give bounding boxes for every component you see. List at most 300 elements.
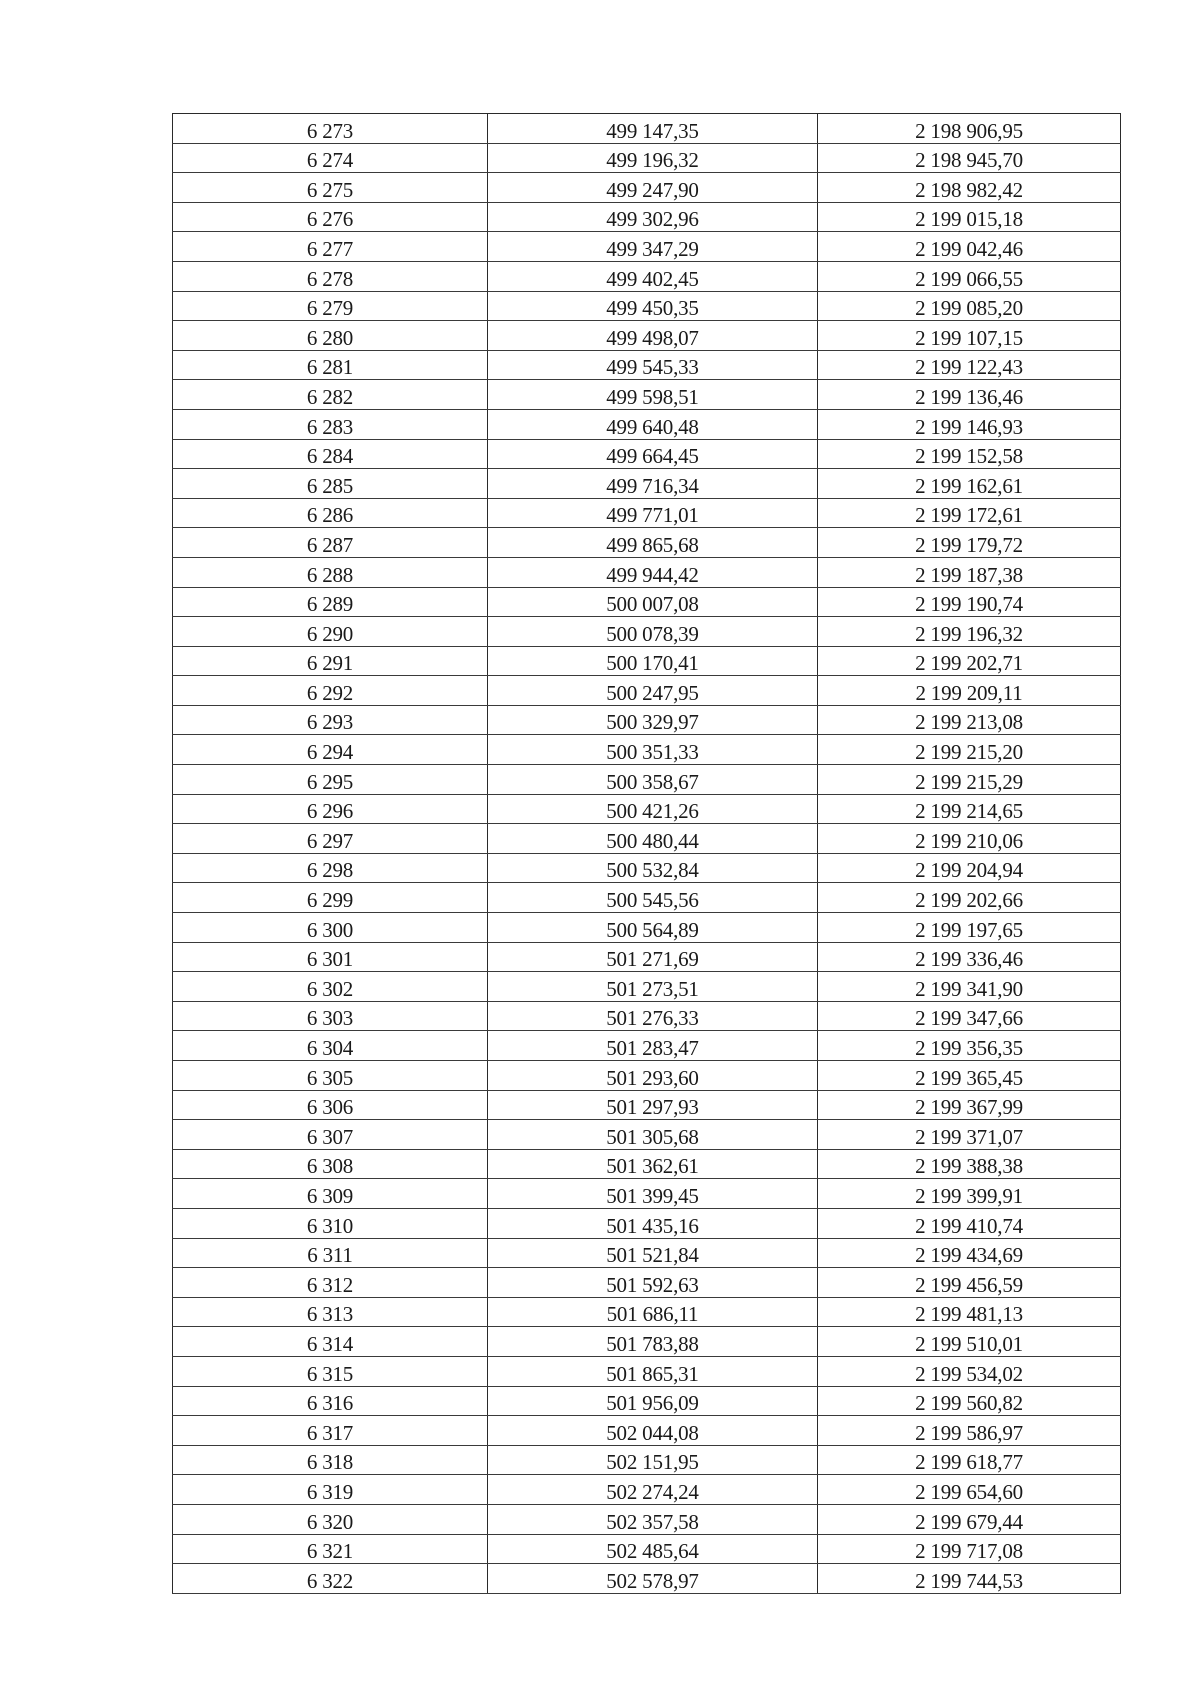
- point-number-cell: [173, 498, 488, 528]
- x-coordinate-cell: [488, 587, 818, 617]
- cell-text: 501 783,88: [606, 1331, 699, 1356]
- cell-text: 6 317: [306, 1420, 354, 1445]
- cell-text: 501 956,09: [606, 1391, 699, 1416]
- point-number-cell: [173, 1238, 488, 1268]
- y-coordinate-cell: [818, 1061, 1121, 1091]
- coordinates-table: [172, 113, 1121, 1594]
- cell-text: 2 199 190,74: [915, 592, 1023, 617]
- cell-text: 500 358,67: [606, 769, 699, 794]
- cell-text: 500 170,41: [606, 651, 699, 676]
- cell-text: 6 305: [306, 1065, 354, 1090]
- table-row: [173, 202, 1121, 232]
- cell-text: 2 199 209,11: [915, 680, 1023, 705]
- cell-text: 6 298: [306, 858, 354, 883]
- x-coordinate-cell: [488, 1416, 818, 1446]
- point-number-cell: [173, 1297, 488, 1327]
- y-coordinate-cell: [818, 380, 1121, 410]
- x-coordinate-cell: [488, 232, 818, 262]
- cell-text: 500 078,39: [606, 621, 699, 646]
- cell-text: 2 199 066,55: [915, 266, 1023, 291]
- table-row: [173, 321, 1121, 351]
- y-coordinate-cell: [818, 173, 1121, 203]
- x-coordinate-cell: [488, 1149, 818, 1179]
- cell-text: 501 592,63: [606, 1272, 699, 1297]
- table-row: [173, 942, 1121, 972]
- table-row: [173, 173, 1121, 203]
- cell-text: 2 199 341,90: [915, 976, 1023, 1001]
- cell-text: 2 199 618,77: [915, 1450, 1023, 1475]
- table-row: [173, 1475, 1121, 1505]
- cell-text: 6 318: [306, 1450, 354, 1475]
- cell-text: 2 199 202,66: [915, 888, 1023, 913]
- table-row: [173, 617, 1121, 647]
- cell-text: 2 199 654,60: [915, 1479, 1023, 1504]
- cell-text: 6 314: [306, 1331, 354, 1356]
- table-row: [173, 1001, 1121, 1031]
- point-number-cell: [173, 705, 488, 735]
- x-coordinate-cell: [488, 557, 818, 587]
- table-row: [173, 646, 1121, 676]
- x-coordinate-cell: [488, 498, 818, 528]
- cell-text: 502 485,64: [606, 1539, 699, 1564]
- y-coordinate-cell: [818, 439, 1121, 469]
- cell-text: 6 312: [306, 1272, 354, 1297]
- cell-text: 2 199 744,53: [915, 1568, 1023, 1593]
- table-row: [173, 587, 1121, 617]
- table-row: [173, 1208, 1121, 1238]
- cell-text: 2 199 197,65: [915, 917, 1023, 942]
- cell-text: 499 865,68: [606, 532, 699, 557]
- cell-text: 6 291: [306, 651, 354, 676]
- y-coordinate-cell: [818, 1297, 1121, 1327]
- x-coordinate-cell: [488, 291, 818, 321]
- cell-text: 500 564,89: [606, 917, 699, 942]
- cell-text: 2 198 982,42: [915, 177, 1023, 202]
- y-coordinate-cell: [818, 942, 1121, 972]
- table-row: [173, 439, 1121, 469]
- point-number-cell: [173, 350, 488, 380]
- y-coordinate-cell: [818, 853, 1121, 883]
- point-number-cell: [173, 587, 488, 617]
- cell-text: 2 199 215,20: [915, 740, 1023, 765]
- cell-text: 501 399,45: [606, 1183, 699, 1208]
- cell-text: 6 301: [306, 947, 354, 972]
- point-number-cell: [173, 291, 488, 321]
- cell-text: 6 321: [306, 1539, 354, 1564]
- cell-text: 2 199 214,65: [915, 799, 1023, 824]
- table-row: [173, 1120, 1121, 1150]
- cell-text: 499 716,34: [606, 473, 699, 498]
- table-row: [173, 676, 1121, 706]
- cell-text: 501 273,51: [606, 976, 699, 1001]
- table-row: [173, 350, 1121, 380]
- point-number-cell: [173, 1120, 488, 1150]
- x-coordinate-cell: [488, 1297, 818, 1327]
- point-number-cell: [173, 321, 488, 351]
- point-number-cell: [173, 972, 488, 1002]
- point-number-cell: [173, 1090, 488, 1120]
- cell-text: 501 521,84: [606, 1243, 699, 1268]
- cell-text: 2 198 945,70: [915, 148, 1023, 173]
- y-coordinate-cell: [818, 1238, 1121, 1268]
- cell-text: 6 289: [306, 592, 354, 617]
- cell-text: 501 435,16: [606, 1213, 699, 1238]
- y-coordinate-cell: [818, 1475, 1121, 1505]
- cell-text: 499 247,90: [606, 177, 699, 202]
- cell-text: 6 276: [306, 207, 354, 232]
- table-row: [173, 1386, 1121, 1416]
- cell-text: 6 295: [306, 769, 354, 794]
- cell-text: 499 598,51: [606, 384, 699, 409]
- cell-text: 2 199 336,46: [915, 947, 1023, 972]
- cell-text: 501 293,60: [606, 1065, 699, 1090]
- cell-text: 6 303: [306, 1006, 354, 1031]
- table-row: [173, 1238, 1121, 1268]
- cell-text: 6 307: [306, 1124, 354, 1149]
- cell-text: 6 300: [306, 917, 354, 942]
- table-row: [173, 114, 1121, 144]
- coordinates-table-body: [173, 114, 1121, 1594]
- x-coordinate-cell: [488, 1001, 818, 1031]
- cell-text: 501 276,33: [606, 1006, 699, 1031]
- x-coordinate-cell: [488, 824, 818, 854]
- cell-text: 500 421,26: [606, 799, 699, 824]
- point-number-cell: [173, 409, 488, 439]
- point-number-cell: [173, 1031, 488, 1061]
- cell-text: 6 288: [306, 562, 354, 587]
- y-coordinate-cell: [818, 617, 1121, 647]
- point-number-cell: [173, 202, 488, 232]
- cell-text: 6 313: [306, 1302, 354, 1327]
- y-coordinate-cell: [818, 291, 1121, 321]
- y-coordinate-cell: [818, 1504, 1121, 1534]
- x-coordinate-cell: [488, 350, 818, 380]
- cell-text: 6 286: [306, 503, 354, 528]
- cell-text: 2 199 410,74: [915, 1213, 1023, 1238]
- y-coordinate-cell: [818, 587, 1121, 617]
- cell-text: 2 199 146,93: [915, 414, 1023, 439]
- cell-text: 6 315: [306, 1361, 354, 1386]
- cell-text: 2 199 152,58: [915, 444, 1023, 469]
- cell-text: 2 199 586,97: [915, 1420, 1023, 1445]
- x-coordinate-cell: [488, 1475, 818, 1505]
- point-number-cell: [173, 853, 488, 883]
- cell-text: 6 274: [306, 148, 354, 173]
- cell-text: 6 322: [306, 1568, 354, 1593]
- cell-text: 2 199 196,32: [915, 621, 1023, 646]
- y-coordinate-cell: [818, 1208, 1121, 1238]
- cell-text: 6 278: [306, 266, 354, 291]
- x-coordinate-cell: [488, 143, 818, 173]
- x-coordinate-cell: [488, 794, 818, 824]
- cell-text: 500 329,97: [606, 710, 699, 735]
- cell-text: 6 281: [306, 355, 354, 380]
- cell-text: 2 199 085,20: [915, 296, 1023, 321]
- point-number-cell: [173, 380, 488, 410]
- x-coordinate-cell: [488, 1564, 818, 1594]
- y-coordinate-cell: [818, 676, 1121, 706]
- point-number-cell: [173, 1001, 488, 1031]
- table-row: [173, 469, 1121, 499]
- y-coordinate-cell: [818, 232, 1121, 262]
- point-number-cell: [173, 1564, 488, 1594]
- point-number-cell: [173, 824, 488, 854]
- x-coordinate-cell: [488, 1534, 818, 1564]
- point-number-cell: [173, 1149, 488, 1179]
- cell-text: 6 279: [306, 296, 354, 321]
- table-row: [173, 1564, 1121, 1594]
- y-coordinate-cell: [818, 498, 1121, 528]
- cell-text: 2 199 481,13: [915, 1302, 1023, 1327]
- x-coordinate-cell: [488, 1031, 818, 1061]
- cell-text: 6 277: [306, 236, 354, 261]
- cell-text: 6 275: [306, 177, 354, 202]
- point-number-cell: [173, 735, 488, 765]
- cell-text: 2 199 107,15: [915, 325, 1023, 350]
- y-coordinate-cell: [818, 765, 1121, 795]
- cell-text: 502 151,95: [606, 1450, 699, 1475]
- y-coordinate-cell: [818, 350, 1121, 380]
- x-coordinate-cell: [488, 1179, 818, 1209]
- cell-text: 2 199 560,82: [915, 1391, 1023, 1416]
- cell-text: 6 316: [306, 1391, 354, 1416]
- cell-text: 2 199 204,94: [915, 858, 1023, 883]
- y-coordinate-cell: [818, 528, 1121, 558]
- y-coordinate-cell: [818, 143, 1121, 173]
- cell-text: 6 294: [306, 740, 354, 765]
- x-coordinate-cell: [488, 1504, 818, 1534]
- point-number-cell: [173, 1268, 488, 1298]
- cell-text: 2 199 367,99: [915, 1095, 1023, 1120]
- table-row: [173, 528, 1121, 558]
- y-coordinate-cell: [818, 469, 1121, 499]
- cell-text: 502 274,24: [606, 1479, 699, 1504]
- x-coordinate-cell: [488, 469, 818, 499]
- cell-text: 2 199 347,66: [915, 1006, 1023, 1031]
- point-number-cell: [173, 528, 488, 558]
- cell-text: 2 199 015,18: [915, 207, 1023, 232]
- cell-text: 501 271,69: [606, 947, 699, 972]
- cell-text: 6 309: [306, 1183, 354, 1208]
- x-coordinate-cell: [488, 942, 818, 972]
- cell-text: 501 305,68: [606, 1124, 699, 1149]
- x-coordinate-cell: [488, 114, 818, 144]
- cell-text: 6 292: [306, 680, 354, 705]
- cell-text: 2 199 213,08: [915, 710, 1023, 735]
- point-number-cell: [173, 942, 488, 972]
- cell-text: 499 771,01: [606, 503, 699, 528]
- x-coordinate-cell: [488, 409, 818, 439]
- cell-text: 6 287: [306, 532, 354, 557]
- cell-text: 499 944,42: [606, 562, 699, 587]
- cell-text: 502 578,97: [606, 1568, 699, 1593]
- table-row: [173, 1061, 1121, 1091]
- table-row: [173, 1090, 1121, 1120]
- table-row: [173, 883, 1121, 913]
- cell-text: 2 198 906,95: [915, 118, 1023, 143]
- table-row: [173, 380, 1121, 410]
- table-row: [173, 1504, 1121, 1534]
- cell-text: 2 199 510,01: [915, 1331, 1023, 1356]
- point-number-cell: [173, 1208, 488, 1238]
- x-coordinate-cell: [488, 617, 818, 647]
- cell-text: 2 199 434,69: [915, 1243, 1023, 1268]
- x-coordinate-cell: [488, 1386, 818, 1416]
- cell-text: 6 299: [306, 888, 354, 913]
- y-coordinate-cell: [818, 409, 1121, 439]
- x-coordinate-cell: [488, 705, 818, 735]
- cell-text: 499 402,45: [606, 266, 699, 291]
- point-number-cell: [173, 1386, 488, 1416]
- cell-text: 499 498,07: [606, 325, 699, 350]
- y-coordinate-cell: [818, 202, 1121, 232]
- table-row: [173, 291, 1121, 321]
- cell-text: 6 306: [306, 1095, 354, 1120]
- cell-text: 501 362,61: [606, 1154, 699, 1179]
- x-coordinate-cell: [488, 1268, 818, 1298]
- cell-text: 500 351,33: [606, 740, 699, 765]
- y-coordinate-cell: [818, 646, 1121, 676]
- y-coordinate-cell: [818, 1031, 1121, 1061]
- table-row: [173, 1297, 1121, 1327]
- y-coordinate-cell: [818, 1564, 1121, 1594]
- y-coordinate-cell: [818, 705, 1121, 735]
- cell-text: 6 284: [306, 444, 354, 469]
- point-number-cell: [173, 469, 488, 499]
- cell-text: 6 310: [306, 1213, 354, 1238]
- point-number-cell: [173, 1504, 488, 1534]
- cell-text: 2 199 399,91: [915, 1183, 1023, 1208]
- point-number-cell: [173, 617, 488, 647]
- cell-text: 499 147,35: [606, 118, 699, 143]
- y-coordinate-cell: [818, 1327, 1121, 1357]
- point-number-cell: [173, 913, 488, 943]
- cell-text: 499 450,35: [606, 296, 699, 321]
- y-coordinate-cell: [818, 1386, 1121, 1416]
- cell-text: 500 532,84: [606, 858, 699, 883]
- x-coordinate-cell: [488, 1208, 818, 1238]
- cell-text: 499 640,48: [606, 414, 699, 439]
- table-row: [173, 143, 1121, 173]
- cell-text: 2 199 172,61: [915, 503, 1023, 528]
- point-number-cell: [173, 1061, 488, 1091]
- cell-text: 6 285: [306, 473, 354, 498]
- x-coordinate-cell: [488, 439, 818, 469]
- cell-text: 499 545,33: [606, 355, 699, 380]
- cell-text: 2 199 042,46: [915, 236, 1023, 261]
- y-coordinate-cell: [818, 1268, 1121, 1298]
- cell-text: 2 199 179,72: [915, 532, 1023, 557]
- cell-text: 500 247,95: [606, 680, 699, 705]
- cell-text: 2 199 679,44: [915, 1509, 1023, 1534]
- x-coordinate-cell: [488, 1120, 818, 1150]
- cell-text: 2 199 122,43: [915, 355, 1023, 380]
- y-coordinate-cell: [818, 1416, 1121, 1446]
- point-number-cell: [173, 232, 488, 262]
- cell-text: 6 296: [306, 799, 354, 824]
- cell-text: 500 545,56: [606, 888, 699, 913]
- y-coordinate-cell: [818, 972, 1121, 1002]
- table-row: [173, 824, 1121, 854]
- cell-text: 502 357,58: [606, 1509, 699, 1534]
- point-number-cell: [173, 1445, 488, 1475]
- point-number-cell: [173, 143, 488, 173]
- cell-text: 6 311: [307, 1243, 353, 1268]
- y-coordinate-cell: [818, 883, 1121, 913]
- x-coordinate-cell: [488, 676, 818, 706]
- x-coordinate-cell: [488, 528, 818, 558]
- cell-text: 500 007,08: [606, 592, 699, 617]
- x-coordinate-cell: [488, 646, 818, 676]
- cell-text: 6 302: [306, 976, 354, 1001]
- point-number-cell: [173, 1179, 488, 1209]
- x-coordinate-cell: [488, 1327, 818, 1357]
- cell-text: 6 319: [306, 1479, 354, 1504]
- point-number-cell: [173, 883, 488, 913]
- x-coordinate-cell: [488, 1238, 818, 1268]
- x-coordinate-cell: [488, 261, 818, 291]
- y-coordinate-cell: [818, 114, 1121, 144]
- x-coordinate-cell: [488, 321, 818, 351]
- point-number-cell: [173, 1416, 488, 1446]
- cell-text: 502 044,08: [606, 1420, 699, 1445]
- point-number-cell: [173, 114, 488, 144]
- cell-text: 6 273: [306, 118, 354, 143]
- y-coordinate-cell: [818, 735, 1121, 765]
- point-number-cell: [173, 676, 488, 706]
- point-number-cell: [173, 1475, 488, 1505]
- cell-text: 499 302,96: [606, 207, 699, 232]
- cell-text: 2 199 717,08: [915, 1539, 1023, 1564]
- table-row: [173, 1416, 1121, 1446]
- cell-text: 2 199 187,38: [915, 562, 1023, 587]
- cell-text: 2 199 365,45: [915, 1065, 1023, 1090]
- table-row: [173, 1327, 1121, 1357]
- cell-text: 501 283,47: [606, 1036, 699, 1060]
- cell-text: 501 297,93: [606, 1095, 699, 1120]
- cell-text: 6 293: [306, 710, 354, 735]
- cell-text: 6 304: [306, 1036, 354, 1060]
- cell-text: 2 199 534,02: [915, 1361, 1023, 1386]
- cell-text: 501 865,31: [606, 1361, 699, 1386]
- y-coordinate-cell: [818, 913, 1121, 943]
- table-row: [173, 557, 1121, 587]
- point-number-cell: [173, 794, 488, 824]
- y-coordinate-cell: [818, 1149, 1121, 1179]
- y-coordinate-cell: [818, 1356, 1121, 1386]
- point-number-cell: [173, 765, 488, 795]
- table-row: [173, 913, 1121, 943]
- table-row: [173, 1445, 1121, 1475]
- x-coordinate-cell: [488, 853, 818, 883]
- table-row: [173, 232, 1121, 262]
- point-number-cell: [173, 557, 488, 587]
- x-coordinate-cell: [488, 380, 818, 410]
- cell-text: 2 199 356,35: [915, 1036, 1023, 1060]
- cell-text: 2 199 210,06: [915, 828, 1023, 853]
- point-number-cell: [173, 439, 488, 469]
- table-row: [173, 1268, 1121, 1298]
- cell-text: 2 199 388,38: [915, 1154, 1023, 1179]
- x-coordinate-cell: [488, 1445, 818, 1475]
- x-coordinate-cell: [488, 1061, 818, 1091]
- x-coordinate-cell: [488, 883, 818, 913]
- cell-text: 6 308: [306, 1154, 354, 1179]
- point-number-cell: [173, 1534, 488, 1564]
- table-row: [173, 972, 1121, 1002]
- x-coordinate-cell: [488, 1090, 818, 1120]
- y-coordinate-cell: [818, 557, 1121, 587]
